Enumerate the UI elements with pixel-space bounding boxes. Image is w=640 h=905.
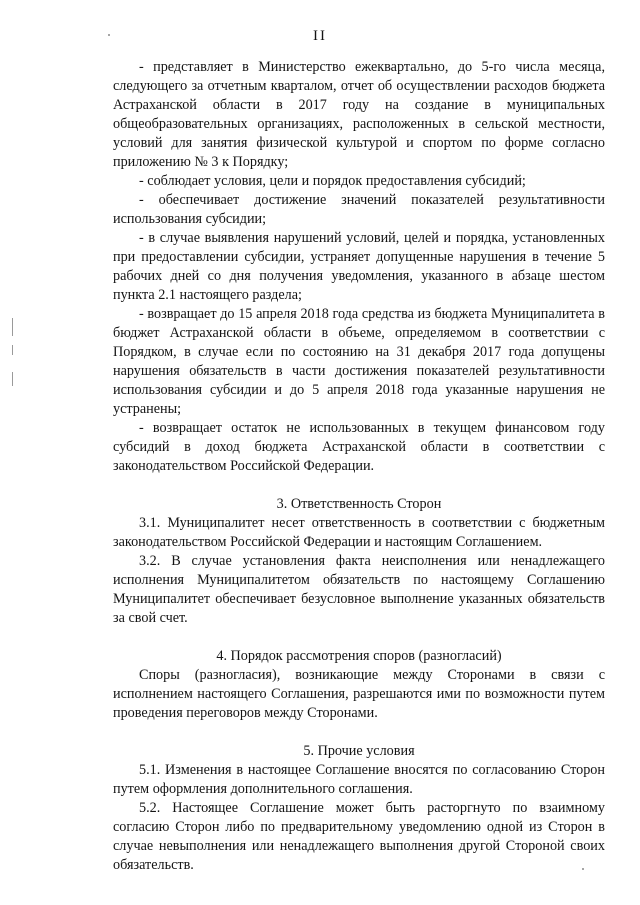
obligation-report: - представляет в Министерство ежеквартально, до 5-го числа месяца, следующего за отчетным кварталом, отчет об осуществлении расходов бюджета Астраханской области в 2017 году на создание в муниципальных общеобразовательных организациях, расположенных в сельской местности, условий для занятия физической культурой и спортом по форме согласно приложению № 3 к Порядку; bbox=[113, 59, 605, 170]
clause-3-1: 3.1. Муниципалитет несет ответственность в соответствии с бюджетным законодательством Российской Федерации и настоящим Соглашением. bbox=[113, 515, 605, 550]
section-heading-other: 5. Прочие условия bbox=[303, 743, 415, 759]
obligation-refund: - возвращает до 15 апреля 2018 года средства из бюджета Муниципалитета в бюджет Астраханской области в объеме, определяемом в соответствии с Порядком, в случае если по состоянию на 31 декабря 2017 года допущены нарушения обязательств в части достижения показателей результативности использования субсидии и до 5 апреля 2018 года указанные нарушения не устранены; bbox=[113, 306, 605, 417]
scan-speck bbox=[108, 34, 110, 36]
clause-5-2: 5.2. Настоящее Соглашение может быть расторгнуто по взаимному согласию Сторон либо по предварительному уведомлению одной из Сторон в случае невыполнения или ненадлежащего выполнения другой Стороной своих обязательств. bbox=[113, 800, 605, 873]
page-number: II bbox=[313, 28, 327, 44]
document-body bbox=[113, 58, 605, 875]
scan-margin-mark bbox=[12, 345, 13, 355]
obligation-comply: - соблюдает условия, цели и порядок предоставления субсидий; bbox=[139, 173, 526, 189]
obligation-performance: - обеспечивает достижение значений показателей результативности использования субсидии; bbox=[113, 192, 605, 227]
section-heading-disputes: 4. Порядок рассмотрения споров (разногласий) bbox=[216, 648, 502, 664]
clause-5-1: 5.1. Изменения в настоящее Соглашение вносятся по согласованию Сторон путем оформления дополнительного соглашения. bbox=[113, 762, 605, 797]
section-heading-responsibility: 3. Ответственность Сторон bbox=[276, 496, 442, 512]
obligation-fix-violations: - в случае выявления нарушений условий, целей и порядка, установленных при предоставлении субсидии, устраняет допущенные нарушения в течение 5 рабочих дней со дня получения уведомления, указанного в абзаце шестом пункта 2.1 настоящего раздела; bbox=[113, 230, 605, 303]
scan-margin-mark bbox=[12, 318, 13, 336]
obligation-return-balance: - возвращает остаток не использованных в текущем финансовом году субсидий в доход бюджета Астраханской области в соответствии с законодательством Российской Федерации. bbox=[113, 420, 605, 474]
clause-3-2: 3.2. В случае установления факта неисполнения или ненадлежащего исполнения Муниципалитетом обязательств по настоящему Соглашению Муниципалитет обеспечивает безусловное выполнение указанных обязательств за свой счет. bbox=[113, 553, 605, 626]
scan-margin-mark bbox=[12, 372, 13, 386]
clause-4-1: Споры (разногласия), возникающие между Сторонами в связи с исполнением настоящего Соглашения, разрешаются ими по возможности путем проведения переговоров между Сторонами. bbox=[113, 667, 605, 721]
